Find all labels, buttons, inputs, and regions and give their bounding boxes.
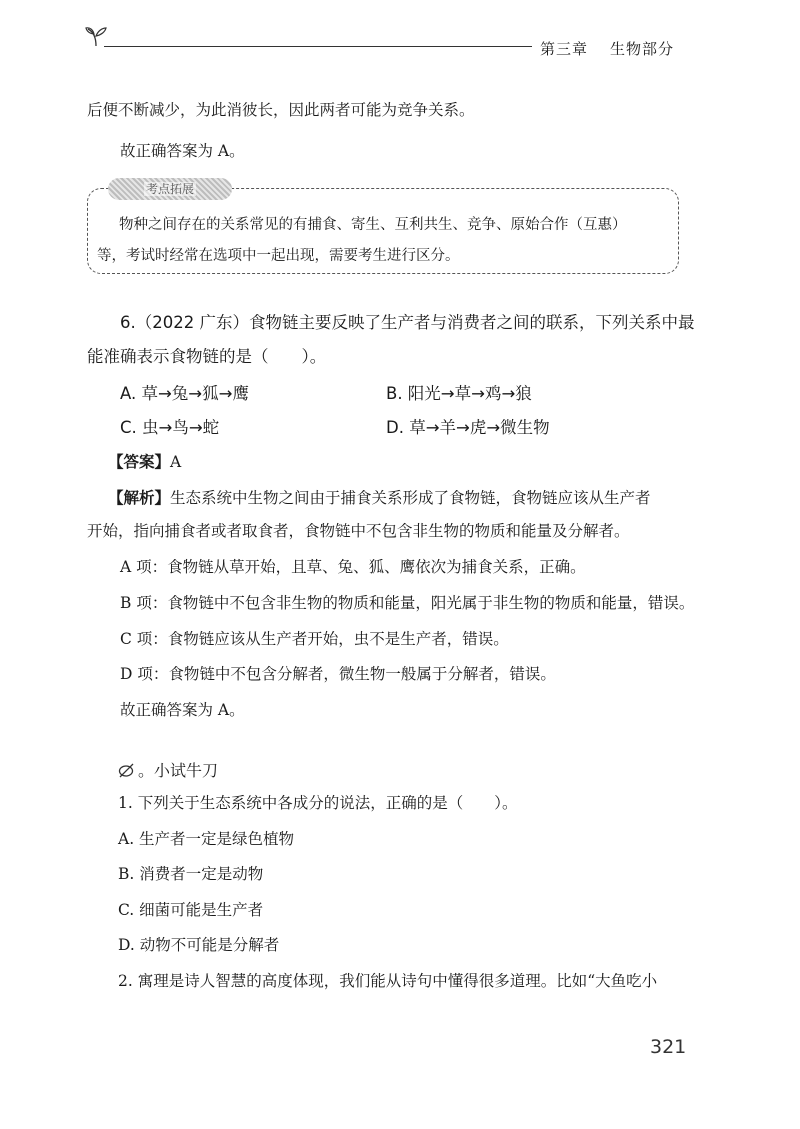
analysis-label: 【解析】 [108,489,171,507]
q6-line-2: 能准确表示食物链的是（ ）。 [87,347,327,366]
q6-option-c: C. 虫→鸟→蛇 [120,418,220,437]
q6-option-d: D. 草→羊→虎→微生物 [386,418,550,437]
q6-option-b: B. 阳光→草→鸡→狼 [386,384,532,403]
section-label: 生物部分 [610,40,675,58]
answer-value: A [170,453,182,471]
analysis-text: 生态系统中生物之间由于捕食关系形成了食物链，食物链应该从生产者 [170,489,651,507]
q6-analysis-line-1 [108,486,651,508]
tip-line-2: 等，考试时经常在选项中一起出现，需要考生进行区分。 [97,248,460,264]
q6-conclusion: 故正确答案为 A。 [120,701,245,719]
header-rule [104,46,532,47]
intro-line-2: 故正确答案为 A。 [120,142,245,160]
chapter-label: 第三章 [540,40,589,58]
q6-item-c: C 项：食物链应该从生产者开始，虫不是生产者，错误。 [120,630,509,648]
practice-q1: 1. 下列关于生态系统中各成分的说法，正确的是（ ）。 [118,794,518,812]
practice-q1-option-d: D. 动物不可能是分解者 [118,936,280,954]
practice-q2: 2. 寓理是诗人智慧的高度体现，我们能从诗句中懂得很多道理。比如“大鱼吃小 [118,972,658,990]
running-header [540,38,674,59]
q6-analysis-line-2: 开始，指向捕食者或者取食者，食物链中不包含非生物的物质和能量及分解者。 [87,522,630,540]
intro-line-1: 后便不断减少，为此消彼长，因此两者可能为竞争关系。 [87,101,475,119]
practice-q1-option-b: B. 消费者一定是动物 [118,865,264,883]
page-number: 321 [650,1036,687,1058]
sprout-icon [84,22,110,48]
tip-line-1: 物种之间存在的关系常见的有捕食、寄生、互利共生、竞争、原始合作（互惠） [119,217,627,233]
practice-q1-option-a: A. 生产者一定是绿色植物 [118,830,295,848]
q6-line-1: 6.（2022 广东）食物链主要反映了生产者与消费者之间的联系，下列关系中最 [120,313,695,332]
tip-tag: 考点拓展 [108,178,232,200]
q6-item-b: B 项：食物链中不包含非生物的物质和能量，阳光属于非生物的物质和能量，错误。 [120,594,695,612]
answer-label: 【答案】 [108,453,171,471]
q6-option-a: A. 草→兔→狐→鹰 [120,384,249,403]
q6-item-a: A 项：食物链从草开始，且草、兔、狐、鹰依次为捕食关系，正确。 [120,558,586,576]
pencil-icon [118,762,136,778]
practice-q1-option-c: C. 细菌可能是生产者 [118,901,264,919]
q6-answer [108,450,181,472]
practice-title: 。小试牛刀 [118,758,218,781]
q6-item-d: D 项：食物链中不包含分解者，微生物一般属于分解者，错误。 [120,665,556,683]
